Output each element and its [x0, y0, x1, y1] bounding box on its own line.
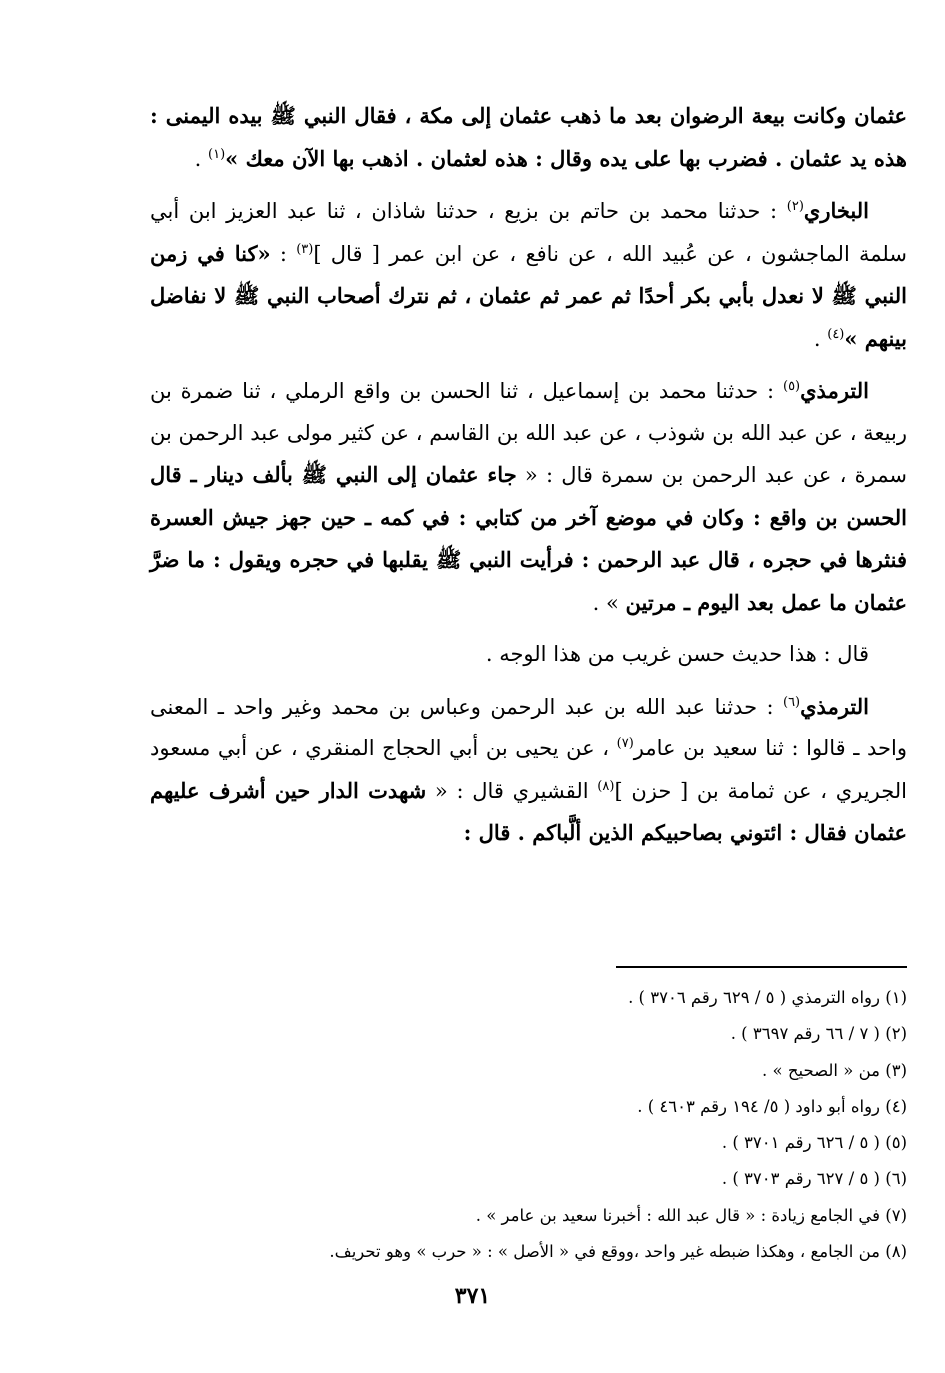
seg-3: جاء عثمان إلى النبي ﷺ بألف دينار ـ قال الحسن بن واقع : وكان في موضع آخر من كتابي : في كمه ـ حين جهز جيش العسرة فنثرها في حجره ، قال عبد الرحمن : فرأيت النبي ﷺ يقلبها في حجره ويقول : ما ضرَّ عثمان ما عمل بعد اليوم ـ مرتين	[150, 462, 907, 615]
footnote-ref-4: (٤)	[827, 326, 845, 342]
footnote-ref-8: (٨)	[597, 778, 615, 794]
footnote-ref-5: (٥)	[782, 379, 801, 394]
footnote-7: (٧) في الجامع زيادة : « قال عبد الله : أخبرنا سعيد بن عامر » .	[475, 1205, 907, 1225]
paragraph-2	[150, 190, 907, 360]
page-number: ٣٧١	[454, 1283, 491, 1309]
seg-0: عثمان وكانت بيعة الرضوان بعد ما ذهب عثمان إلى مكة ، فقال النبي ﷺ بيده اليمنى : هذه يد عثمان . فضرب بها على يده وقال : هذه لعثمان . اذهب بها الآن معك »	[150, 103, 907, 171]
paragraph-3	[150, 370, 907, 624]
seg-7: .	[813, 326, 828, 351]
seg-4: ، عن يحيى بن أبي الحجاج المنقري ، عن أبي مسعود الجريري ، عن ثمامة بن [ حزن ]	[150, 736, 907, 803]
seg-2: : حدثنا عبد الله بن عبد الرحمن وعباس بن محمد وغير واحد ـ المعنى واحد ـ قالوا : ثنا سعيد بن عامر	[150, 694, 907, 760]
paragraph-5	[150, 686, 907, 855]
footnote-8: (٨) من الجامع ، وهكذا ضبطه غير واحد ،ووقع في « الأصل » : « حرب » وهو تحريف.	[329, 1242, 907, 1262]
footnote-3: (٣) من « الصحيح » .	[761, 1060, 907, 1080]
footnote-ref-3: (٣)	[296, 241, 314, 257]
footnotes	[150, 980, 907, 1270]
seg-4: :	[270, 241, 297, 266]
footnote-1: (١) رواه الترمذي ( ٥ / ٦٢٩ رقم ٣٧٠٦ ) .	[628, 988, 907, 1007]
paragraph-1	[150, 95, 907, 180]
footnote-2: (٢) ( ٧ / ٦٦ رقم ٣٦٩٧ ) .	[730, 1024, 907, 1044]
footnote-ref-6: (٦)	[782, 694, 801, 710]
footnote-ref-2: (٢)	[786, 199, 804, 214]
seg-0: قال : هذا حديث حسن غريب من هذا الوجه .	[485, 642, 869, 666]
seg-4: » .	[592, 590, 626, 615]
seg-0: البخاري	[803, 198, 869, 223]
footnote-ref-7: (٧)	[616, 736, 634, 751]
paragraph-4	[150, 634, 907, 676]
seg-7: شهدت الدار حين أشرف عليهم عثمان فقال : ائتوني بصاحبيكم الذين ألَّباكم . قال :	[150, 777, 907, 845]
seg-5: «كنا في زمن النبي ﷺ لا نعدل بأبي بكر أحدًا ثم عمر ثم عثمان ، ثم نترك أصحاب النبي ﷺ لا نفاضل بينهم »	[150, 240, 907, 351]
seg-2: : حدثنا محمد بن إسماعيل ، ثنا الحسن بن واقع الرملي ، ثنا ضمرة بن ربيعة ، عن عبد الله بن شوذب ، عن عبد الله بن القاسم ، عن كثير مولى عبد الرحمن بن سمرة ، عن عبد الرحمن بن سمرة قال : «	[150, 379, 907, 487]
footnote-4: (٤) رواه أبو داود ( ٥/ ١٩٤ رقم ٤٦٠٣ ) .	[637, 1096, 907, 1116]
seg-2: .	[194, 146, 209, 171]
seg-6: القشيري قال : «	[426, 778, 598, 803]
footnote-5: (٥) ( ٥ / ٦٢٦ رقم ٣٧٠١ ) .	[721, 1133, 907, 1153]
footnote-divider	[616, 966, 907, 968]
footnote-ref-1: (١)	[208, 146, 226, 162]
seg-0: الترمذي	[800, 693, 869, 719]
seg-0: الترمذي	[800, 378, 869, 403]
footnote-6: (٦) ( ٥ / ٦٢٧ رقم ٣٧٠٣ ) .	[721, 1169, 907, 1189]
seg-2: : حدثنا محمد بن حاتم بن بزيع ، حدثنا شاذان ، ثنا عبد العزيز ابن أبي سلمة الماجشون ، عن عُبيد الله ، عن نافع ، عن ابن عمر [ قال ]	[150, 199, 907, 266]
main-text	[150, 95, 907, 865]
